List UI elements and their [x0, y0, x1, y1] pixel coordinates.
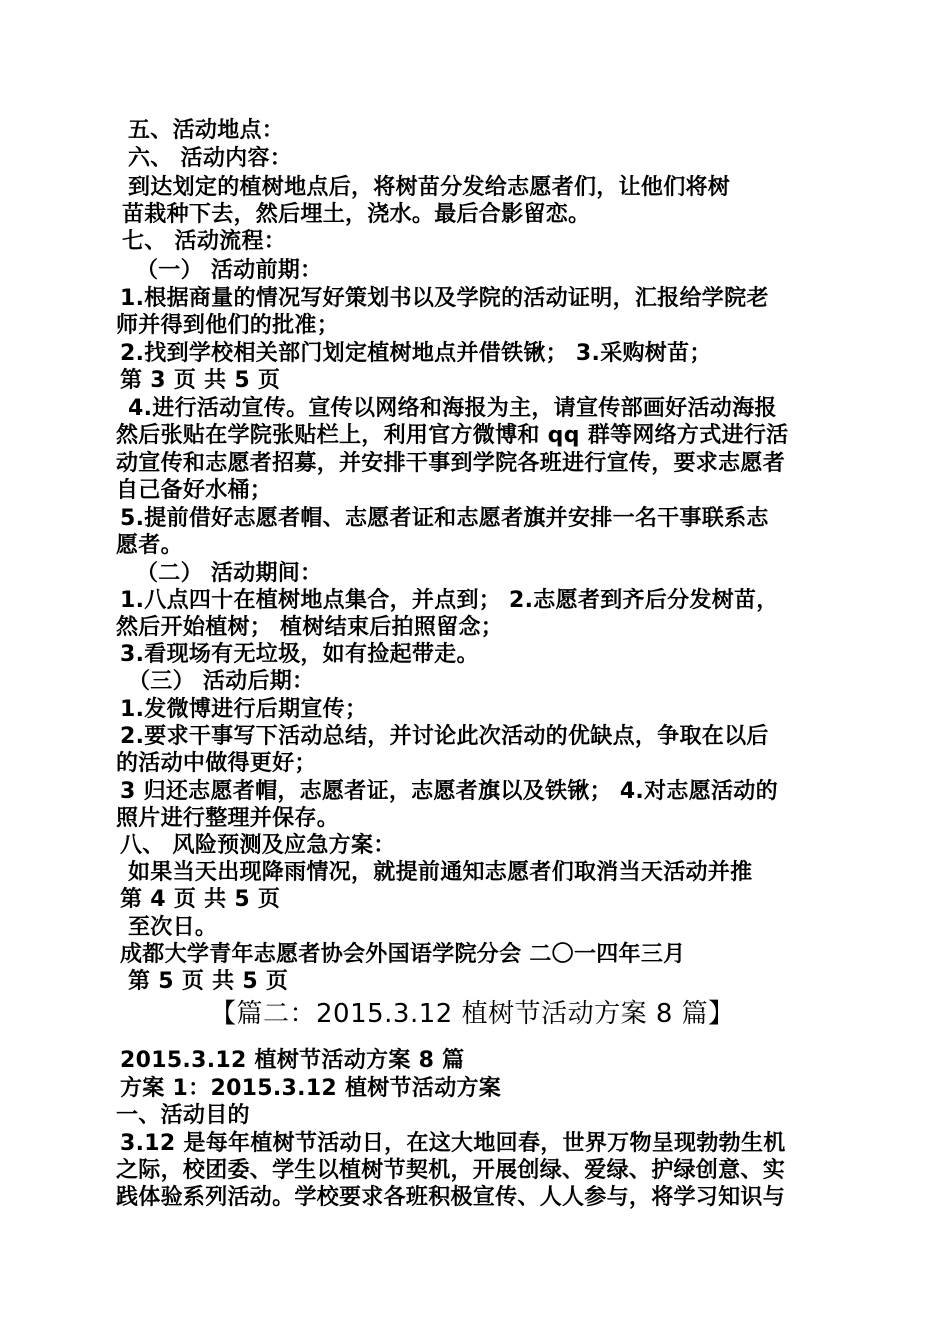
text-line: 成都大学青年志愿者协会外国语学院分会 二〇一四年三月	[120, 942, 686, 967]
text-line: 4.进行活动宣传。宣传以网络和海报为主，请宣传部画好活动海报	[128, 396, 777, 421]
text-line: （一） 活动前期：	[136, 258, 323, 283]
text-line: 动宣传和志愿者招募，并安排干事到学院各班进行宣传，要求志愿者	[116, 451, 786, 476]
text-line: 八、 风险预测及应急方案：	[120, 833, 396, 858]
text-line: 1.八点四十在植树地点集合，并点到； 2.志愿者到齐后分发树苗，	[120, 588, 779, 613]
text-line: 之际，校团委、学生以植树节契机，开展创绿、爱绿、护绿创意、实	[116, 1158, 786, 1183]
text-line: 如果当天出现降雨情况，就提前通知志愿者们取消当天活动并推	[128, 860, 753, 885]
text-line: 七、 活动流程：	[122, 229, 287, 254]
text-line: 3.看现场有无垃圾，如有捡起带走。	[120, 642, 479, 667]
text-line: 践体验系列活动。学校要求各班积极宣传、人人参与，将学习知识与	[116, 1185, 786, 1210]
text-line: （三） 活动后期：	[128, 669, 315, 694]
text-line: 照片进行整理并保存。	[116, 806, 340, 831]
text-line: 到达划定的植树地点后，将树苗分发给志愿者们，让他们将树	[128, 175, 731, 200]
text-line: 2015.3.12 植树节活动方案 8 篇	[120, 1048, 465, 1073]
section-heading: 【篇二：2015.3.12 植树节活动方案 8 篇】	[210, 999, 735, 1029]
text-line: 2.要求干事写下活动总结，并讨论此次活动的优缺点，争取在以后	[120, 724, 769, 749]
text-line: 自己备好水桶；	[116, 478, 273, 503]
text-line: 六、 活动内容：	[128, 146, 293, 171]
text-line: 然后开始植树； 植树结束后拍照留念；	[116, 615, 504, 640]
text-line: 一、活动目的	[116, 1103, 250, 1128]
text-line: 愿者。	[116, 533, 183, 558]
text-line: 1.根据商量的情况写好策划书以及学院的活动证明，汇报给学院老	[120, 286, 769, 311]
text-line: 2.找到学校相关部门划定植树地点并借铁锹； 3.采购树苗；	[120, 341, 712, 366]
text-line: 方案 1：2015.3.12 植树节活动方案	[120, 1076, 502, 1101]
text-line: 的活动中做得更好；	[116, 751, 317, 776]
text-line: 五、活动地点：	[128, 118, 285, 143]
text-line: 1.发微博进行后期宣传；	[120, 697, 368, 722]
text-line: 苗栽种下去，然后埋土，浇水。最后合影留恋。	[122, 202, 591, 227]
text-line: 5.提前借好志愿者帽、志愿者证和志愿者旗并安排一名干事联系志	[120, 506, 769, 531]
page-footer: 第 5 页 共 5 页	[128, 969, 289, 994]
text-line: 至次日。	[128, 915, 218, 940]
text-line: 3 归还志愿者帽，志愿者证，志愿者旗以及铁锹； 4.对志愿活动的	[120, 779, 778, 804]
text-line: 3.12 是每年植树节活动日，在这大地回春，世界万物呈现勃勃生机	[120, 1131, 786, 1156]
text-line: 师并得到他们的批准；	[116, 313, 340, 338]
text-line: 然后张贴在学院张贴栏上，利用官方微博和 qq 群等网络方式进行活	[116, 423, 789, 448]
page-footer: 第 4 页 共 5 页	[120, 887, 281, 912]
text-line: （二） 活动期间：	[136, 561, 323, 586]
page-footer: 第 3 页 共 5 页	[120, 368, 281, 393]
